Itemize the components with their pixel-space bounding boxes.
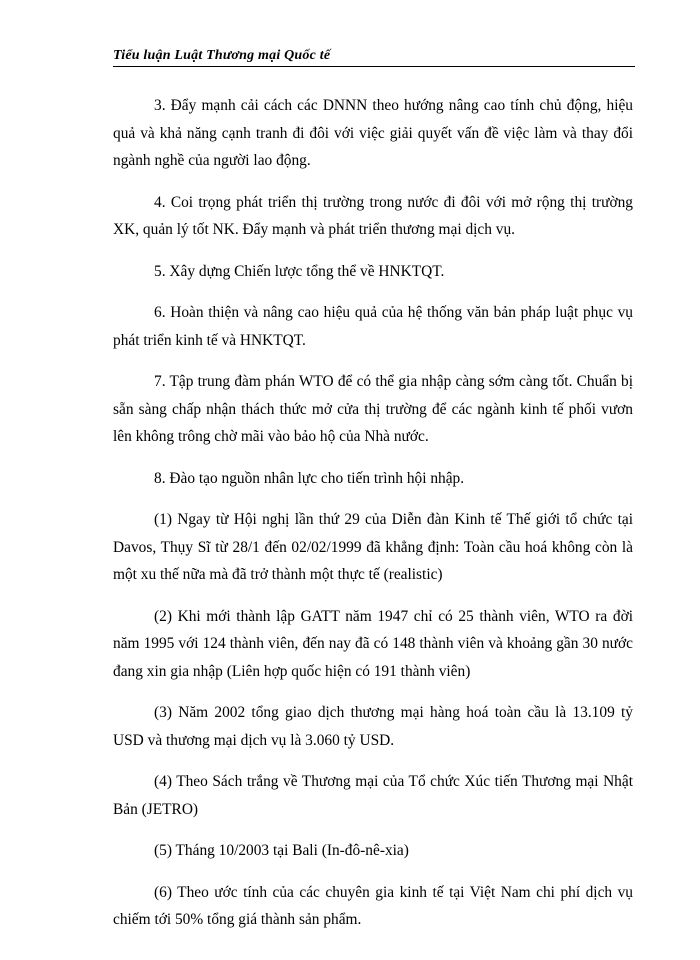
footnote-5: (5) Tháng 10/2003 tại Bali (In-đô-nê-xia) <box>154 842 409 859</box>
footnote-3: (3) Năm 2002 tổng giao dịch thương mại hàng hoá toàn cầu là 13.109 tỷ USD và thương mại dịch vụ là 3.060 tỷ USD. <box>113 704 633 749</box>
footnote-6: (6) Theo ước tính của các chuyên gia kinh tế tại Việt Nam chi phí dịch vụ chiếm tới 50% tổng giá thành sản phẩm. <box>113 883 633 928</box>
page-header <box>113 46 635 67</box>
paragraph-item-3: 3. Đẩy mạnh cải cách các DNNN theo hướng nâng cao tính chủ động, hiệu quả và khả năng cạnh tranh đi đôi với việc giải quyết vấn đề việc làm và thay đổi ngành nghề của người lao động. <box>113 97 633 169</box>
header-title: Tiểu luận Luật Thương mại Quốc tế <box>113 48 331 63</box>
paragraph-item-7: 7. Tập trung đàm phán WTO để có thể gia nhập càng sớm càng tốt. Chuẩn bị sẵn sàng chấp nhận thách thức mở cửa thị trường để các ngành kinh tế phối vươn lên không trông chờ mãi vào bảo hộ của Nhà nước. <box>113 373 633 445</box>
paragraph-item-8: 8. Đào tạo nguồn nhân lực cho tiến trình hội nhập. <box>154 469 465 487</box>
paragraph-item-6: 6. Hoàn thiện và nâng cao hiệu quả của hệ thống văn bản pháp luật phục vụ phát triển kinh tế và HNKTQT. <box>113 304 633 349</box>
paragraph-item-5: 5. Xây dựng Chiến lược tổng thể về HNKTQT. <box>154 262 445 280</box>
footnote-2: (2) Khi mới thành lập GATT năm 1947 chỉ có 25 thành viên, WTO ra đời năm 1995 với 124 thành viên, đến nay đã có 148 thành viên và khoảng gần 30 nước đang xin gia nhập (Liên hợp quốc hiện có 191 thành viên) <box>113 607 633 680</box>
document-body <box>113 92 633 948</box>
footnote-4: (4) Theo Sách trắng về Thương mại của Tổ chức Xúc tiến Thương mại Nhật Bản (JETRO) <box>113 773 633 818</box>
paragraph-item-4: 4. Coi trọng phát triển thị trường trong nước đi đôi với mở rộng thị trường XK, quản lý tốt NK. Đẩy mạnh và phát triển thương mại dịch vụ. <box>113 193 633 238</box>
footnote-1: (1) Ngay từ Hội nghị lần thứ 29 của Diễn đàn Kinh tế Thế giới tổ chức tại Davos, Thụy Sĩ từ 28/1 đến 02/02/1999 đã khẳng định: Toàn cầu hoá không còn là một xu thế nữa mà đã trở thành một thực tế (realistic) <box>113 511 633 583</box>
